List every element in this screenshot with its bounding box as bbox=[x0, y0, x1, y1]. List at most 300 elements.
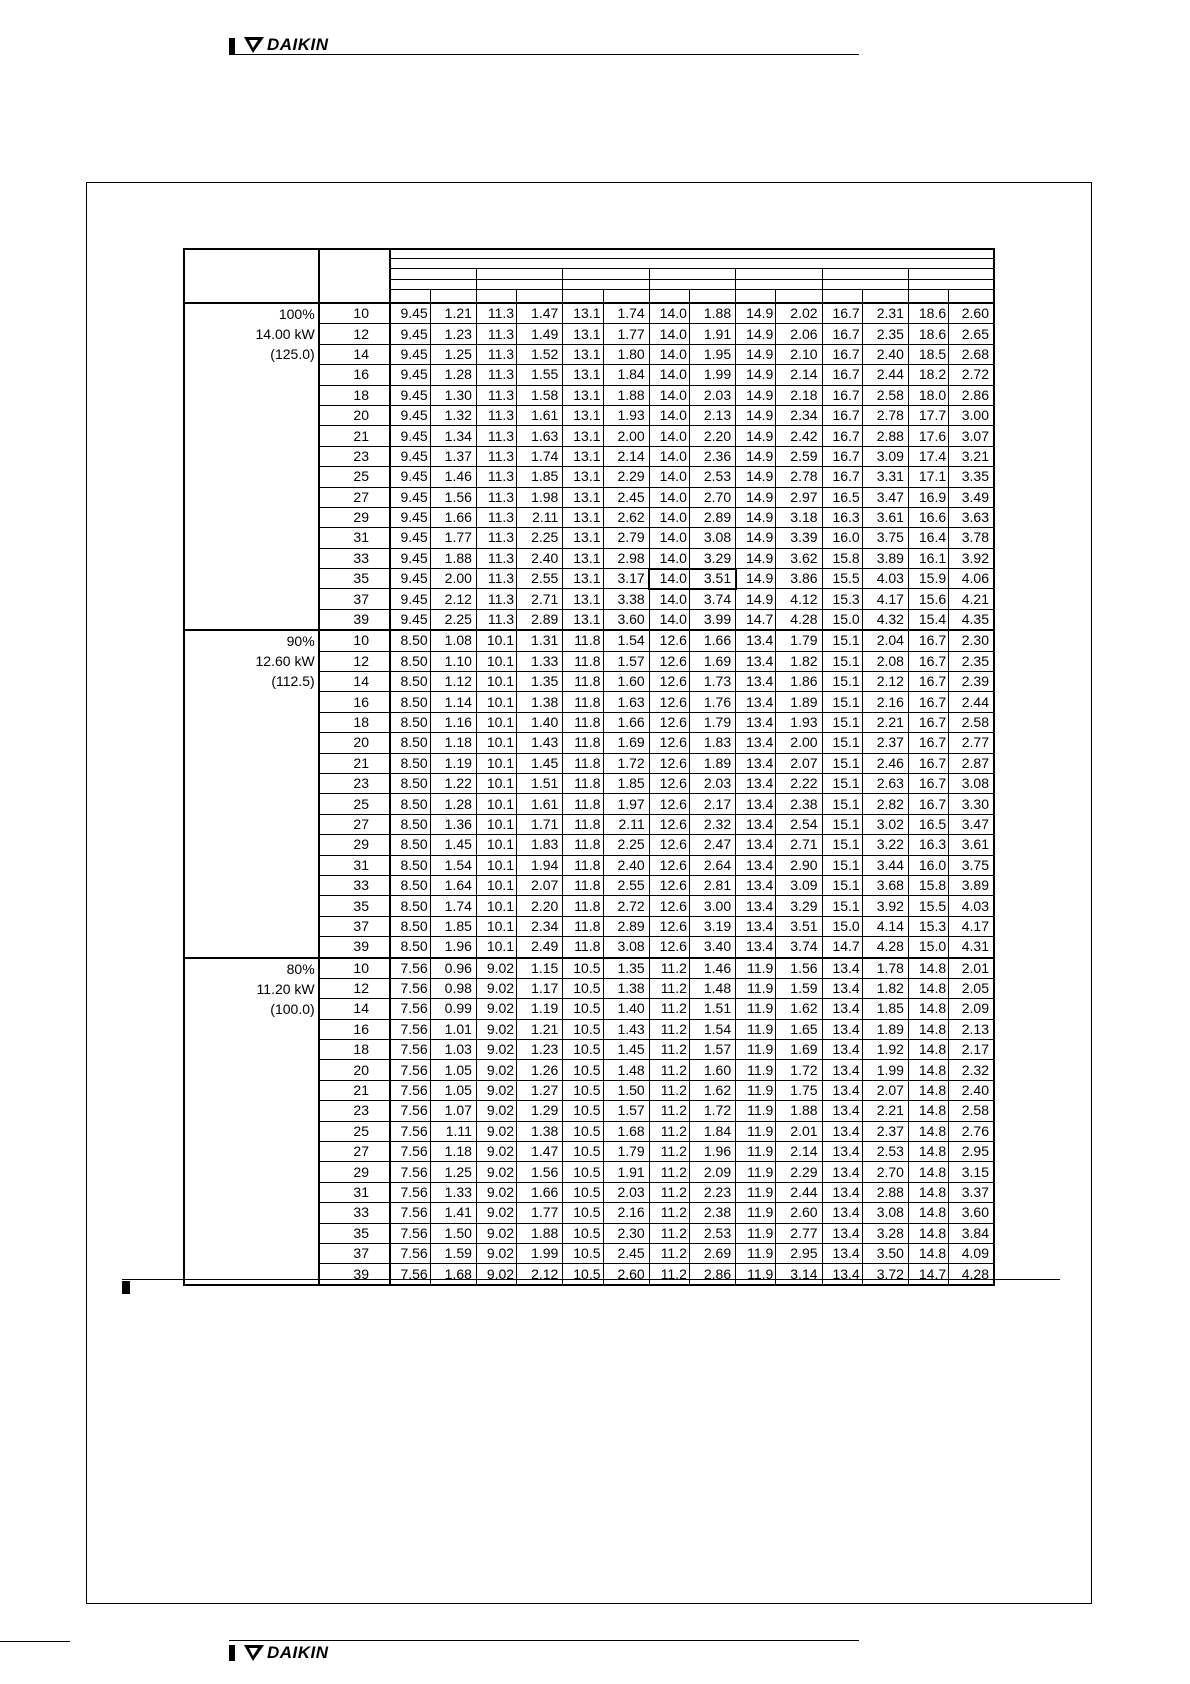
power-value-cell: 1.72 bbox=[603, 753, 649, 773]
temperature-cell: 35 bbox=[319, 1223, 390, 1243]
power-value-cell: 1.23 bbox=[430, 324, 476, 344]
power-value-cell: 1.88 bbox=[430, 548, 476, 568]
capacity-value-cell: 14.9 bbox=[736, 487, 776, 507]
power-value-cell: 2.58 bbox=[949, 712, 994, 732]
power-value-cell: 1.79 bbox=[689, 712, 735, 732]
power-value-cell: 2.11 bbox=[517, 507, 563, 527]
capacity-value-cell: 13.1 bbox=[563, 365, 603, 385]
capacity-value-cell: 11.8 bbox=[563, 835, 603, 855]
power-value-cell: 2.78 bbox=[776, 467, 822, 487]
power-value-cell: 1.18 bbox=[430, 733, 476, 753]
power-value-cell: 2.09 bbox=[689, 1162, 735, 1182]
power-value-cell: 1.69 bbox=[603, 733, 649, 753]
power-value-cell: 1.18 bbox=[430, 1142, 476, 1162]
power-value-cell: 2.00 bbox=[603, 426, 649, 446]
power-value-cell: 0.99 bbox=[430, 999, 476, 1019]
temperature-cell: 33 bbox=[319, 875, 390, 895]
power-value-cell: 2.03 bbox=[689, 385, 735, 405]
capacity-value-cell: 11.2 bbox=[649, 1060, 689, 1080]
capacity-value-cell: 10.1 bbox=[476, 672, 516, 692]
capacity-value-cell: 11.9 bbox=[736, 1019, 776, 1039]
power-value-cell: 2.60 bbox=[603, 1264, 649, 1285]
capacity-label-line: (112.5) bbox=[271, 673, 315, 690]
power-value-cell: 2.38 bbox=[689, 1203, 735, 1223]
power-value-cell: 4.31 bbox=[949, 937, 994, 958]
power-value-cell: 1.66 bbox=[430, 507, 476, 527]
power-value-cell: 3.47 bbox=[949, 814, 994, 834]
power-value-cell: 3.49 bbox=[949, 487, 994, 507]
power-value-cell: 2.13 bbox=[689, 405, 735, 425]
power-value-cell: 1.85 bbox=[430, 916, 476, 936]
power-value-cell: 1.82 bbox=[862, 978, 908, 998]
power-value-cell: 3.86 bbox=[776, 569, 822, 589]
capacity-value-cell: 15.5 bbox=[822, 569, 862, 589]
power-value-cell: 2.29 bbox=[603, 467, 649, 487]
header-cell-sub bbox=[390, 279, 476, 289]
power-value-cell: 0.98 bbox=[430, 978, 476, 998]
capacity-value-cell: 11.2 bbox=[649, 1203, 689, 1223]
header-cell-group bbox=[736, 269, 822, 279]
temperature-cell: 23 bbox=[319, 773, 390, 793]
capacity-value-cell: 18.0 bbox=[908, 385, 948, 405]
capacity-value-cell: 13.4 bbox=[736, 937, 776, 958]
capacity-value-cell: 10.1 bbox=[476, 896, 516, 916]
power-value-cell: 2.97 bbox=[776, 487, 822, 507]
temperature-cell: 25 bbox=[319, 467, 390, 487]
power-value-cell: 3.09 bbox=[776, 875, 822, 895]
capacity-value-cell: 10.1 bbox=[476, 835, 516, 855]
power-value-cell: 3.89 bbox=[949, 875, 994, 895]
capacity-value-cell: 9.02 bbox=[476, 1243, 516, 1263]
capacity-value-cell: 9.02 bbox=[476, 958, 516, 979]
capacity-value-cell: 11.3 bbox=[476, 467, 516, 487]
power-value-cell: 2.69 bbox=[689, 1243, 735, 1263]
capacity-value-cell: 11.8 bbox=[563, 692, 603, 712]
header-cell-group bbox=[908, 269, 994, 279]
capacity-value-cell: 15.1 bbox=[822, 651, 862, 671]
capacity-value-cell: 9.02 bbox=[476, 1142, 516, 1162]
capacity-value-cell: 11.2 bbox=[649, 1142, 689, 1162]
power-value-cell: 3.75 bbox=[862, 528, 908, 548]
power-value-cell: 2.54 bbox=[776, 814, 822, 834]
power-value-cell: 1.52 bbox=[517, 344, 563, 364]
power-value-cell: 2.64 bbox=[689, 855, 735, 875]
capacity-value-cell: 7.56 bbox=[390, 1080, 430, 1100]
header-cell-unit bbox=[908, 289, 948, 303]
power-value-cell: 2.77 bbox=[949, 733, 994, 753]
temperature-cell: 14 bbox=[319, 672, 390, 692]
capacity-value-cell: 8.50 bbox=[390, 773, 430, 793]
power-value-cell: 2.53 bbox=[862, 1142, 908, 1162]
power-value-cell: 2.44 bbox=[949, 692, 994, 712]
capacity-value-cell: 10.1 bbox=[476, 712, 516, 732]
capacity-value-cell: 14.0 bbox=[649, 405, 689, 425]
power-value-cell: 3.68 bbox=[862, 875, 908, 895]
capacity-value-cell: 13.1 bbox=[563, 344, 603, 364]
temperature-cell: 10 bbox=[319, 303, 390, 324]
temperature-cell: 37 bbox=[319, 916, 390, 936]
power-value-cell: 2.55 bbox=[517, 569, 563, 589]
capacity-value-cell: 10.5 bbox=[563, 1243, 603, 1263]
temperature-cell: 16 bbox=[319, 1019, 390, 1039]
power-value-cell: 1.75 bbox=[776, 1080, 822, 1100]
capacity-value-cell: 8.50 bbox=[390, 896, 430, 916]
power-value-cell: 1.64 bbox=[430, 875, 476, 895]
power-value-cell: 3.29 bbox=[776, 896, 822, 916]
capacity-value-cell: 10.5 bbox=[563, 1162, 603, 1182]
power-value-cell: 2.34 bbox=[517, 916, 563, 936]
capacity-value-cell: 16.7 bbox=[908, 672, 948, 692]
capacity-value-cell: 8.50 bbox=[390, 794, 430, 814]
power-value-cell: 1.35 bbox=[517, 672, 563, 692]
footer-brand-name: DAIKIN bbox=[267, 1643, 329, 1662]
capacity-value-cell: 9.45 bbox=[390, 528, 430, 548]
header-cell-unit bbox=[563, 289, 603, 303]
capacity-value-cell: 13.4 bbox=[822, 1121, 862, 1141]
power-value-cell: 2.88 bbox=[862, 426, 908, 446]
power-value-cell: 2.01 bbox=[776, 1121, 822, 1141]
power-value-cell: 1.73 bbox=[689, 672, 735, 692]
capacity-value-cell: 13.1 bbox=[563, 324, 603, 344]
power-value-cell: 2.40 bbox=[949, 1080, 994, 1100]
power-value-cell: 2.13 bbox=[949, 1019, 994, 1039]
capacity-value-cell: 7.56 bbox=[390, 999, 430, 1019]
capacity-value-cell: 18.6 bbox=[908, 324, 948, 344]
capacity-value-cell: 9.02 bbox=[476, 1040, 516, 1060]
temperature-cell: 39 bbox=[319, 1264, 390, 1285]
power-value-cell: 1.34 bbox=[430, 426, 476, 446]
power-value-cell: 1.56 bbox=[517, 1162, 563, 1182]
capacity-value-cell: 17.4 bbox=[908, 446, 948, 466]
power-value-cell: 2.60 bbox=[949, 303, 994, 324]
capacity-value-cell: 14.8 bbox=[908, 1182, 948, 1202]
temperature-cell: 14 bbox=[319, 344, 390, 364]
capacity-value-cell: 9.45 bbox=[390, 385, 430, 405]
capacity-value-cell: 10.5 bbox=[563, 1142, 603, 1162]
capacity-value-cell: 12.6 bbox=[649, 937, 689, 958]
power-value-cell: 1.17 bbox=[517, 978, 563, 998]
header-rule bbox=[229, 54, 859, 55]
power-value-cell: 1.16 bbox=[430, 712, 476, 732]
power-value-cell: 1.48 bbox=[603, 1060, 649, 1080]
capacity-value-cell: 10.1 bbox=[476, 733, 516, 753]
power-value-cell: 4.28 bbox=[776, 609, 822, 630]
capacity-value-cell: 8.50 bbox=[390, 712, 430, 732]
capacity-label-line: 11.20 kW bbox=[256, 980, 315, 997]
capacity-value-cell: 13.4 bbox=[822, 1264, 862, 1285]
power-value-cell: 2.81 bbox=[689, 875, 735, 895]
capacity-value-cell: 14.8 bbox=[908, 1162, 948, 1182]
power-value-cell: 1.28 bbox=[430, 794, 476, 814]
temperature-cell: 31 bbox=[319, 528, 390, 548]
header-cell-sub bbox=[908, 279, 994, 289]
capacity-value-cell: 13.4 bbox=[736, 692, 776, 712]
power-value-cell: 1.19 bbox=[517, 999, 563, 1019]
capacity-value-cell: 13.1 bbox=[563, 385, 603, 405]
power-value-cell: 2.01 bbox=[949, 958, 994, 979]
power-value-cell: 1.47 bbox=[517, 1142, 563, 1162]
power-value-cell: 3.37 bbox=[949, 1182, 994, 1202]
power-value-cell: 2.49 bbox=[517, 937, 563, 958]
power-value-cell: 3.40 bbox=[689, 937, 735, 958]
power-value-cell: 1.43 bbox=[517, 733, 563, 753]
capacity-value-cell: 11.2 bbox=[649, 1182, 689, 1202]
header-cell-group bbox=[563, 269, 649, 279]
capacity-value-cell: 16.7 bbox=[822, 365, 862, 385]
capacity-value-cell: 16.7 bbox=[822, 446, 862, 466]
capacity-value-cell: 15.1 bbox=[822, 672, 862, 692]
power-value-cell: 2.37 bbox=[862, 733, 908, 753]
power-value-cell: 4.28 bbox=[949, 1264, 994, 1285]
power-value-cell: 3.08 bbox=[949, 773, 994, 793]
power-value-cell: 4.17 bbox=[949, 916, 994, 936]
power-value-cell: 1.38 bbox=[517, 692, 563, 712]
capacity-value-cell: 16.9 bbox=[908, 487, 948, 507]
capacity-value-cell: 11.2 bbox=[649, 958, 689, 979]
power-value-cell: 1.47 bbox=[517, 303, 563, 324]
capacity-value-cell: 14.8 bbox=[908, 1101, 948, 1121]
power-value-cell: 3.62 bbox=[776, 548, 822, 568]
capacity-value-cell: 9.45 bbox=[390, 487, 430, 507]
capacity-value-cell: 11.9 bbox=[736, 1182, 776, 1202]
capacity-value-cell: 11.9 bbox=[736, 1203, 776, 1223]
power-value-cell: 3.51 bbox=[776, 916, 822, 936]
capacity-value-cell: 11.8 bbox=[563, 630, 603, 651]
power-value-cell: 4.09 bbox=[949, 1243, 994, 1263]
capacity-value-cell: 9.45 bbox=[390, 569, 430, 589]
power-value-cell: 2.40 bbox=[517, 548, 563, 568]
capacity-value-cell: 12.6 bbox=[649, 773, 689, 793]
capacity-value-cell: 17.7 bbox=[908, 405, 948, 425]
capacity-value-cell: 7.56 bbox=[390, 1121, 430, 1141]
capacity-value-cell: 8.50 bbox=[390, 916, 430, 936]
capacity-value-cell: 11.3 bbox=[476, 344, 516, 364]
table-row bbox=[184, 958, 994, 979]
power-value-cell: 2.42 bbox=[776, 426, 822, 446]
header-cell-sub bbox=[563, 279, 649, 289]
power-value-cell: 4.17 bbox=[862, 589, 908, 609]
capacity-value-cell: 9.02 bbox=[476, 1019, 516, 1039]
header-cell-temperature bbox=[319, 249, 390, 303]
capacity-label-cell bbox=[184, 303, 319, 630]
capacity-value-cell: 13.4 bbox=[822, 999, 862, 1019]
capacity-value-cell: 14.8 bbox=[908, 1203, 948, 1223]
capacity-value-cell: 11.8 bbox=[563, 773, 603, 793]
power-value-cell: 1.25 bbox=[430, 344, 476, 364]
power-value-cell: 1.46 bbox=[430, 467, 476, 487]
capacity-value-cell: 8.50 bbox=[390, 692, 430, 712]
header-cell-group bbox=[476, 269, 562, 279]
power-value-cell: 1.77 bbox=[517, 1203, 563, 1223]
power-value-cell: 1.66 bbox=[603, 712, 649, 732]
capacity-value-cell: 10.5 bbox=[563, 1060, 603, 1080]
capacity-value-cell: 7.56 bbox=[390, 1223, 430, 1243]
capacity-value-cell: 11.8 bbox=[563, 937, 603, 958]
power-value-cell: 2.03 bbox=[689, 773, 735, 793]
temperature-cell: 33 bbox=[319, 1203, 390, 1223]
power-value-cell: 2.08 bbox=[862, 651, 908, 671]
power-value-cell: 1.54 bbox=[430, 855, 476, 875]
power-value-cell: 1.28 bbox=[430, 365, 476, 385]
capacity-value-cell: 14.8 bbox=[908, 1019, 948, 1039]
power-value-cell: 2.12 bbox=[517, 1264, 563, 1285]
capacity-value-cell: 13.1 bbox=[563, 446, 603, 466]
power-value-cell: 2.12 bbox=[430, 589, 476, 609]
power-value-cell: 1.93 bbox=[603, 405, 649, 425]
capacity-value-cell: 12.6 bbox=[649, 835, 689, 855]
power-value-cell: 1.86 bbox=[776, 672, 822, 692]
power-value-cell: 2.95 bbox=[776, 1243, 822, 1263]
capacity-value-cell: 13.4 bbox=[736, 896, 776, 916]
capacity-value-cell: 12.6 bbox=[649, 733, 689, 753]
power-value-cell: 1.05 bbox=[430, 1060, 476, 1080]
power-value-cell: 3.74 bbox=[689, 589, 735, 609]
capacity-value-cell: 9.45 bbox=[390, 548, 430, 568]
capacity-value-cell: 14.8 bbox=[908, 1060, 948, 1080]
power-value-cell: 2.55 bbox=[603, 875, 649, 895]
temperature-cell: 27 bbox=[319, 487, 390, 507]
capacity-value-cell: 9.45 bbox=[390, 507, 430, 527]
capacity-value-cell: 18.5 bbox=[908, 344, 948, 364]
capacity-value-cell: 11.3 bbox=[476, 385, 516, 405]
power-value-cell: 4.35 bbox=[949, 609, 994, 630]
capacity-value-cell: 16.0 bbox=[822, 528, 862, 548]
temperature-cell: 20 bbox=[319, 733, 390, 753]
power-value-cell: 1.79 bbox=[776, 630, 822, 651]
capacity-value-cell: 7.56 bbox=[390, 1203, 430, 1223]
capacity-value-cell: 11.3 bbox=[476, 426, 516, 446]
capacity-value-cell: 7.56 bbox=[390, 1162, 430, 1182]
power-value-cell: 2.16 bbox=[862, 692, 908, 712]
capacity-value-cell: 16.7 bbox=[822, 467, 862, 487]
capacity-value-cell: 15.1 bbox=[822, 630, 862, 651]
header-cell-sub bbox=[649, 279, 735, 289]
capacity-value-cell: 14.0 bbox=[649, 324, 689, 344]
capacity-value-cell: 11.8 bbox=[563, 794, 603, 814]
section-marker-bar bbox=[122, 1281, 130, 1294]
header-cell-unit bbox=[390, 289, 430, 303]
power-value-cell: 1.85 bbox=[862, 999, 908, 1019]
capacity-value-cell: 14.9 bbox=[736, 569, 776, 589]
power-value-cell: 1.50 bbox=[430, 1223, 476, 1243]
capacity-value-cell: 10.5 bbox=[563, 958, 603, 979]
power-value-cell: 2.53 bbox=[689, 1223, 735, 1243]
capacity-value-cell: 11.2 bbox=[649, 1264, 689, 1285]
temperature-cell: 39 bbox=[319, 937, 390, 958]
power-value-cell: 2.62 bbox=[603, 507, 649, 527]
capacity-value-cell: 9.45 bbox=[390, 589, 430, 609]
capacity-value-cell: 10.5 bbox=[563, 1203, 603, 1223]
capacity-value-cell: 13.4 bbox=[736, 835, 776, 855]
power-value-cell: 3.60 bbox=[949, 1203, 994, 1223]
footer-rule bbox=[229, 1640, 859, 1641]
capacity-value-cell: 15.1 bbox=[822, 712, 862, 732]
power-value-cell: 3.00 bbox=[949, 405, 994, 425]
capacity-value-cell: 13.4 bbox=[822, 1203, 862, 1223]
capacity-value-cell: 17.6 bbox=[908, 426, 948, 446]
capacity-value-cell: 8.50 bbox=[390, 753, 430, 773]
power-value-cell: 1.33 bbox=[430, 1182, 476, 1202]
power-value-cell: 2.58 bbox=[862, 385, 908, 405]
temperature-cell: 23 bbox=[319, 1101, 390, 1121]
power-value-cell: 2.78 bbox=[862, 405, 908, 425]
capacity-value-cell: 14.9 bbox=[736, 426, 776, 446]
capacity-label-cell bbox=[184, 630, 319, 957]
power-value-cell: 2.82 bbox=[862, 794, 908, 814]
power-value-cell: 2.40 bbox=[603, 855, 649, 875]
capacity-value-cell: 7.56 bbox=[390, 1101, 430, 1121]
power-value-cell: 2.70 bbox=[862, 1162, 908, 1182]
header-cell-unit bbox=[476, 289, 516, 303]
section-rule bbox=[122, 1279, 1060, 1280]
power-value-cell: 4.03 bbox=[862, 569, 908, 589]
temperature-cell: 21 bbox=[319, 426, 390, 446]
capacity-label-line: 100% bbox=[278, 306, 315, 322]
power-value-cell: 4.06 bbox=[949, 569, 994, 589]
capacity-value-cell: 10.5 bbox=[563, 999, 603, 1019]
power-value-cell: 2.88 bbox=[862, 1182, 908, 1202]
power-value-cell: 2.40 bbox=[862, 344, 908, 364]
power-value-cell: 3.74 bbox=[776, 937, 822, 958]
capacity-value-cell: 11.2 bbox=[649, 1121, 689, 1141]
capacity-value-cell: 12.6 bbox=[649, 875, 689, 895]
temperature-cell: 10 bbox=[319, 630, 390, 651]
capacity-value-cell: 11.9 bbox=[736, 1040, 776, 1060]
temperature-cell: 12 bbox=[319, 651, 390, 671]
capacity-value-cell: 14.8 bbox=[908, 1040, 948, 1060]
power-value-cell: 2.05 bbox=[949, 978, 994, 998]
power-value-cell: 1.55 bbox=[517, 365, 563, 385]
power-value-cell: 1.96 bbox=[689, 1142, 735, 1162]
power-value-cell: 1.05 bbox=[430, 1080, 476, 1100]
header-cell-unit bbox=[949, 289, 994, 303]
power-value-cell: 3.19 bbox=[689, 916, 735, 936]
temperature-cell: 35 bbox=[319, 569, 390, 589]
power-value-cell: 3.22 bbox=[862, 835, 908, 855]
capacity-value-cell: 14.7 bbox=[908, 1264, 948, 1285]
power-value-cell: 3.51 bbox=[689, 569, 735, 589]
power-value-cell: 1.71 bbox=[517, 814, 563, 834]
power-value-cell: 3.35 bbox=[949, 467, 994, 487]
power-value-cell: 1.93 bbox=[776, 712, 822, 732]
header-cell-sub bbox=[822, 279, 908, 289]
power-value-cell: 1.07 bbox=[430, 1101, 476, 1121]
footer-left-rule bbox=[0, 1641, 70, 1642]
temperature-cell: 35 bbox=[319, 896, 390, 916]
capacity-value-cell: 11.3 bbox=[476, 528, 516, 548]
capacity-value-cell: 14.9 bbox=[736, 344, 776, 364]
power-value-cell: 1.68 bbox=[430, 1264, 476, 1285]
capacity-value-cell: 14.0 bbox=[649, 569, 689, 589]
power-value-cell: 1.56 bbox=[430, 487, 476, 507]
temperature-cell: 18 bbox=[319, 385, 390, 405]
power-value-cell: 1.60 bbox=[603, 672, 649, 692]
power-value-cell: 3.75 bbox=[949, 855, 994, 875]
capacity-value-cell: 12.6 bbox=[649, 692, 689, 712]
power-value-cell: 1.85 bbox=[517, 467, 563, 487]
capacity-value-cell: 15.3 bbox=[822, 589, 862, 609]
capacity-value-cell: 8.50 bbox=[390, 672, 430, 692]
power-value-cell: 1.61 bbox=[517, 405, 563, 425]
capacity-value-cell: 14.0 bbox=[649, 589, 689, 609]
capacity-value-cell: 12.6 bbox=[649, 855, 689, 875]
power-value-cell: 1.38 bbox=[603, 978, 649, 998]
power-value-cell: 4.03 bbox=[949, 896, 994, 916]
power-value-cell: 2.17 bbox=[689, 794, 735, 814]
capacity-value-cell: 9.45 bbox=[390, 467, 430, 487]
temperature-cell: 21 bbox=[319, 753, 390, 773]
power-value-cell: 1.25 bbox=[430, 1162, 476, 1182]
